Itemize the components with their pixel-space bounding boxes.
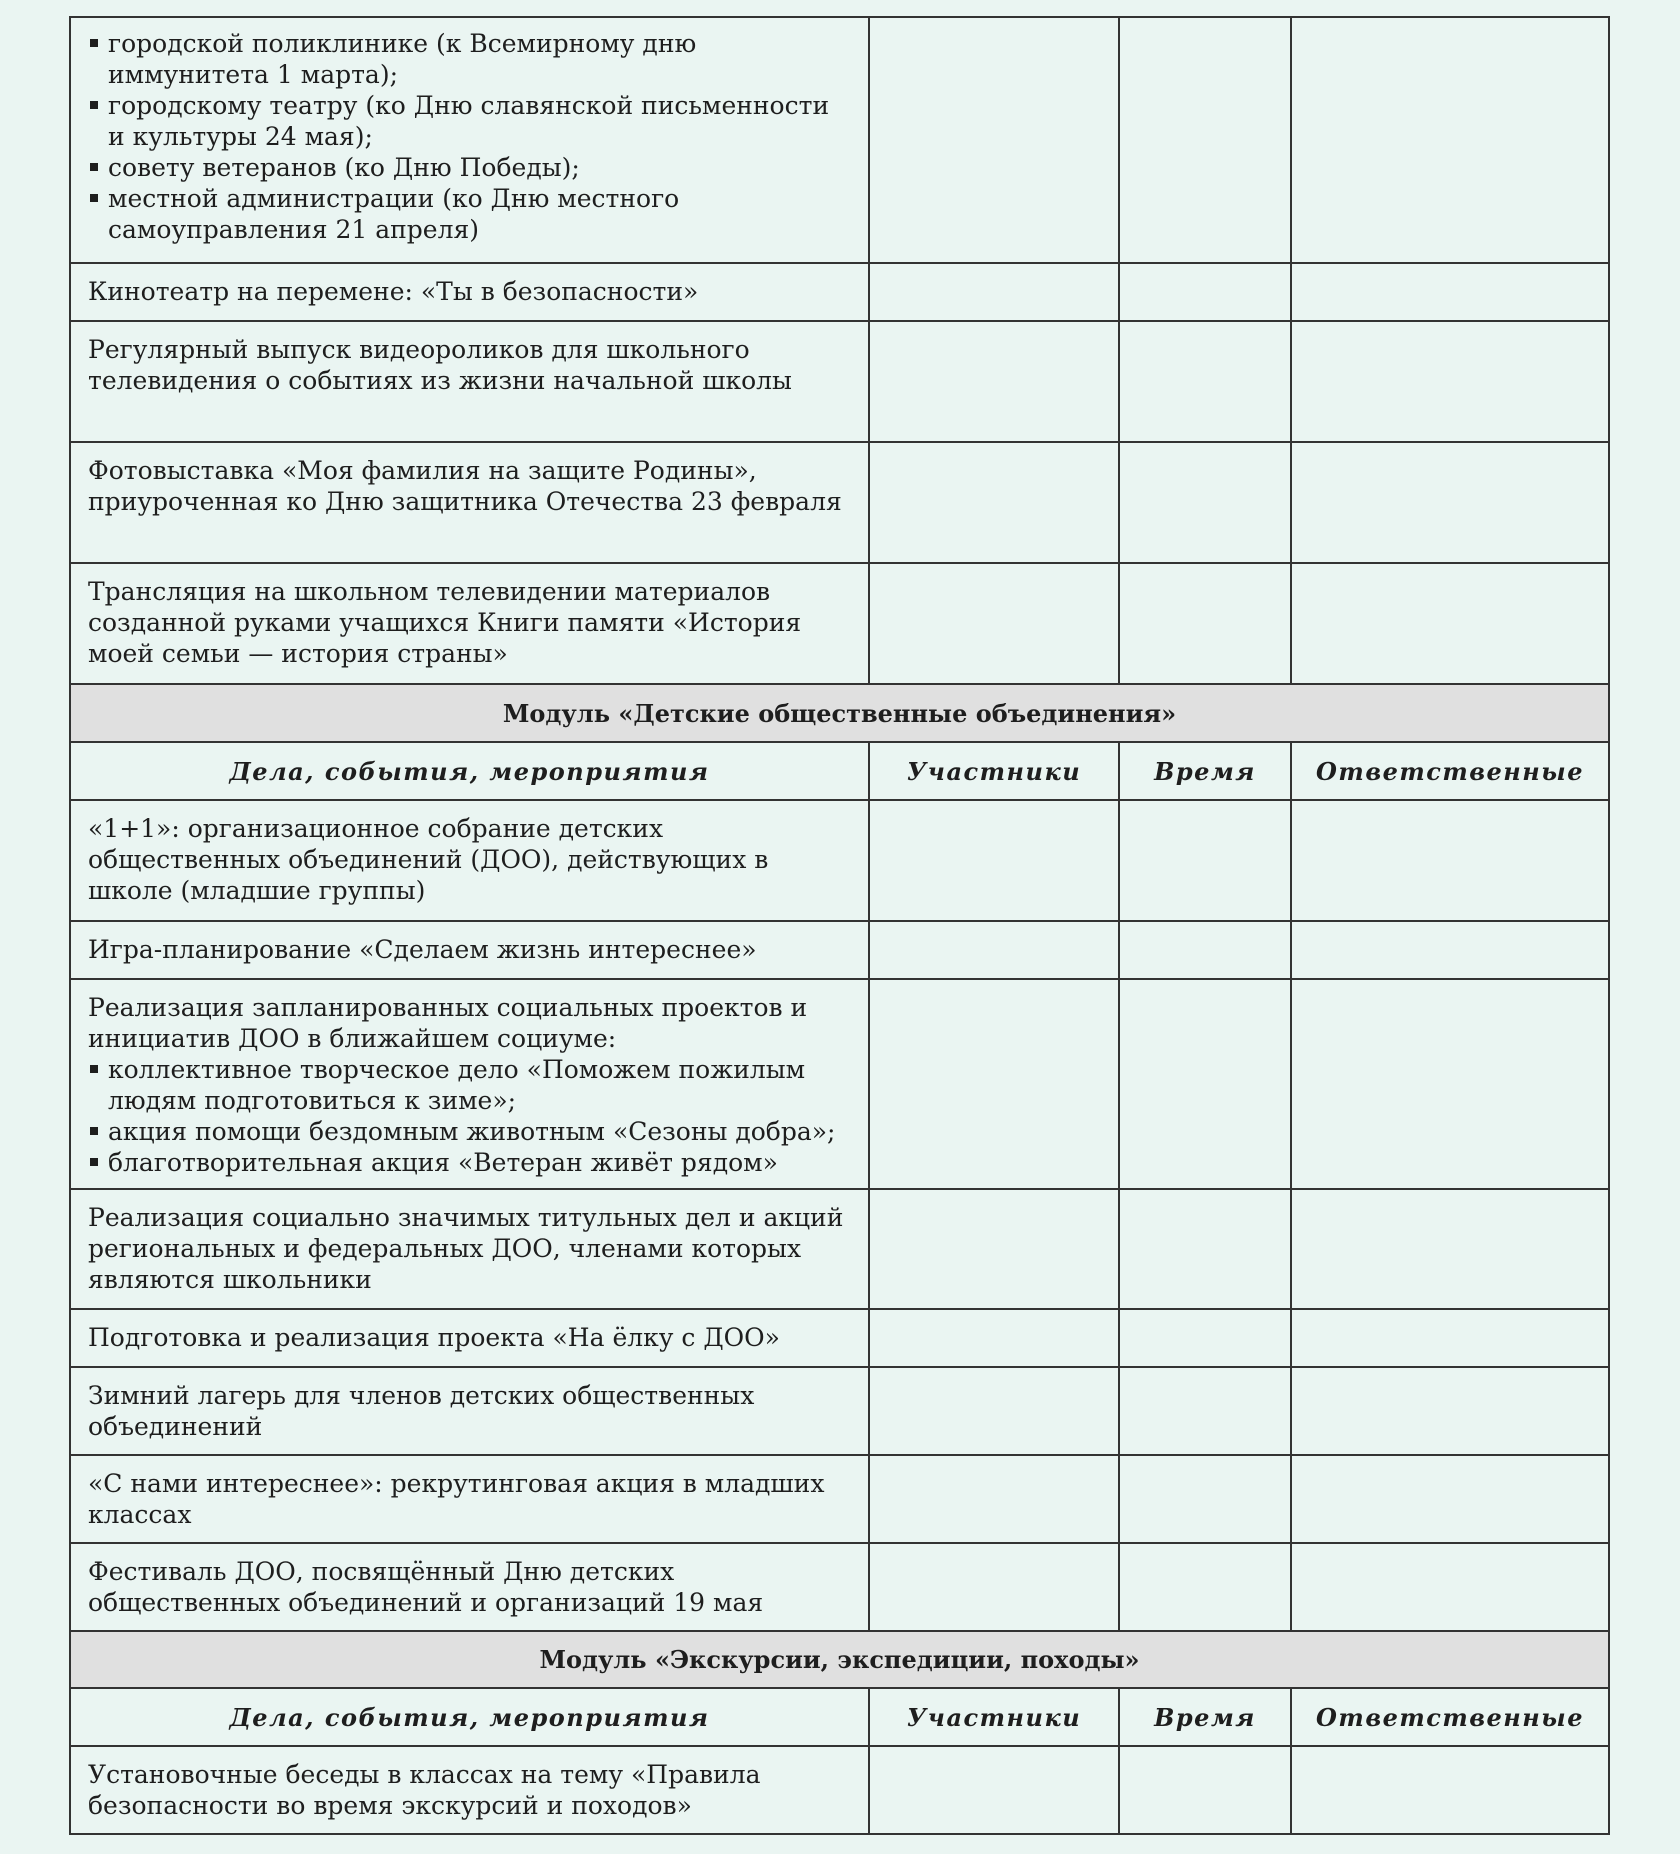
column-header-responsible: Ответственные xyxy=(1291,1688,1609,1746)
activity-cell xyxy=(70,17,869,263)
time-cell xyxy=(1119,442,1291,563)
table-row xyxy=(70,1309,1609,1367)
activity-cell xyxy=(70,1455,869,1543)
column-header-time: Время xyxy=(1119,1688,1291,1746)
activity-text: Игра-планирование «Сделаем жизнь интереснее» xyxy=(88,935,757,964)
column-header-participants: Участники xyxy=(869,1688,1119,1746)
time-cell xyxy=(1119,17,1291,263)
table-row xyxy=(70,263,1609,321)
table-row xyxy=(70,442,1609,563)
activity-cell xyxy=(70,921,869,979)
participants-cell xyxy=(869,1309,1119,1367)
responsible-cell xyxy=(1291,1746,1609,1834)
activity-cell xyxy=(70,979,869,1189)
activity-text: Реализация запланированных социальных проектов и инициатив ДОО в ближайшем социуме: xyxy=(88,993,808,1053)
table-row xyxy=(70,1367,1609,1455)
activity-cell xyxy=(70,263,869,321)
time-cell xyxy=(1119,1746,1291,1834)
time-cell xyxy=(1119,563,1291,684)
column-header-time: Время xyxy=(1119,742,1291,800)
responsible-cell xyxy=(1291,979,1609,1189)
module-title: Модуль «Экскурсии, экспедиции, походы» xyxy=(70,1631,1609,1688)
participants-cell xyxy=(869,1367,1119,1455)
column-header-activities: Дела, события, мероприятия xyxy=(70,742,869,800)
activity-cell xyxy=(70,1189,869,1309)
participants-cell xyxy=(869,442,1119,563)
column-header-activities: Дела, события, мероприятия xyxy=(70,1688,869,1746)
bullet-list xyxy=(88,1054,852,1178)
list-item: местной администрации (ко Дню местного самоуправления 21 апреля) xyxy=(88,183,852,245)
participants-cell xyxy=(869,321,1119,442)
responsible-cell xyxy=(1291,800,1609,921)
table-row xyxy=(70,921,1609,979)
participants-cell xyxy=(869,17,1119,263)
responsible-cell xyxy=(1291,321,1609,442)
participants-cell xyxy=(869,1189,1119,1309)
activity-text: Кинотеатр на перемене: «Ты в безопасности» xyxy=(88,277,699,306)
table-row xyxy=(70,1543,1609,1631)
table-row xyxy=(70,800,1609,921)
time-cell xyxy=(1119,1367,1291,1455)
activity-text: Зимний лагерь для членов детских общественных объединений xyxy=(88,1381,755,1441)
activity-text: Установочные беседы в классах на тему «Правила безопасности во время экскурсий и походов» xyxy=(88,1760,761,1820)
time-cell xyxy=(1119,321,1291,442)
list-item: городской поликлинике (к Всемирному дню иммунитета 1 марта); xyxy=(88,28,852,90)
activity-text: Фотовыставка «Моя фамилия на защите Родины», приуроченная ко Дню защитника Отечества 23 февраля xyxy=(88,456,842,516)
activity-cell xyxy=(70,442,869,563)
column-header-participants: Участники xyxy=(869,742,1119,800)
activity-cell xyxy=(70,1746,869,1834)
list-item: коллективное творческое дело «Поможем пожилым людям подготовиться к зиме»; xyxy=(88,1054,852,1116)
time-cell xyxy=(1119,1309,1291,1367)
responsible-cell xyxy=(1291,1455,1609,1543)
table-row xyxy=(70,1455,1609,1543)
participants-cell xyxy=(869,1746,1119,1834)
participants-cell xyxy=(869,1543,1119,1631)
activity-text: Подготовка и реализация проекта «На ёлку с ДОО» xyxy=(88,1323,780,1352)
activity-cell xyxy=(70,800,869,921)
participants-cell xyxy=(869,921,1119,979)
time-cell xyxy=(1119,800,1291,921)
activity-text: Фестиваль ДОО, посвящённый Дню детских общественных объединений и организаций 19 мая xyxy=(88,1557,764,1617)
table-row xyxy=(70,979,1609,1189)
participants-cell xyxy=(869,1455,1119,1543)
list-item: совету ветеранов (ко Дню Победы); xyxy=(88,152,852,183)
activity-cell xyxy=(70,1367,869,1455)
table-row xyxy=(70,17,1609,263)
responsible-cell xyxy=(1291,263,1609,321)
list-item: городскому театру (ко Дню славянской письменности и культуры 24 мая); xyxy=(88,90,852,152)
time-cell xyxy=(1119,1189,1291,1309)
responsible-cell xyxy=(1291,1309,1609,1367)
module-title: Модуль «Детские общественные объединения» xyxy=(70,684,1609,742)
table-row xyxy=(70,563,1609,684)
list-item: благотворительная акция «Ветеран живёт рядом» xyxy=(88,1147,852,1178)
participants-cell xyxy=(869,563,1119,684)
column-header-row xyxy=(70,1688,1609,1746)
responsible-cell xyxy=(1291,563,1609,684)
time-cell xyxy=(1119,1543,1291,1631)
time-cell xyxy=(1119,979,1291,1189)
activity-text: «С нами интереснее»: рекрутинговая акция в младших классах xyxy=(88,1469,825,1529)
table-row xyxy=(70,1746,1609,1834)
activity-cell xyxy=(70,563,869,684)
responsible-cell xyxy=(1291,921,1609,979)
activity-cell xyxy=(70,1309,869,1367)
table-row xyxy=(70,1189,1609,1309)
participants-cell xyxy=(869,263,1119,321)
table-row xyxy=(70,321,1609,442)
responsible-cell xyxy=(1291,1543,1609,1631)
list-item: акция помощи бездомным животным «Сезоны добра»; xyxy=(88,1116,852,1147)
bullet-list xyxy=(88,28,852,245)
activity-plan-table xyxy=(69,16,1610,1835)
time-cell xyxy=(1119,263,1291,321)
responsible-cell xyxy=(1291,1367,1609,1455)
module-header-row xyxy=(70,684,1609,742)
participants-cell xyxy=(869,800,1119,921)
activity-cell xyxy=(70,321,869,442)
responsible-cell xyxy=(1291,442,1609,563)
module-header-row xyxy=(70,1631,1609,1688)
activity-text: Трансляция на школьном телевидении материалов созданной руками учащихся Книги памяти «История моей семьи — история страны» xyxy=(88,577,802,668)
time-cell xyxy=(1119,1455,1291,1543)
activity-cell xyxy=(70,1543,869,1631)
activity-text: «1+1»: организационное собрание детских общественных объединений (ДОО), действующих в школе (младшие группы) xyxy=(88,814,769,905)
activity-text: Реализация социально значимых титульных дел и акций региональных и федеральных ДОО, членами которых являются школьники xyxy=(88,1203,844,1294)
time-cell xyxy=(1119,921,1291,979)
responsible-cell xyxy=(1291,1189,1609,1309)
responsible-cell xyxy=(1291,17,1609,263)
column-header-responsible: Ответственные xyxy=(1291,742,1609,800)
column-header-row xyxy=(70,742,1609,800)
participants-cell xyxy=(869,979,1119,1189)
activity-text: Регулярный выпуск видеороликов для школьного телевидения о событиях из жизни начальной школы xyxy=(88,335,792,395)
